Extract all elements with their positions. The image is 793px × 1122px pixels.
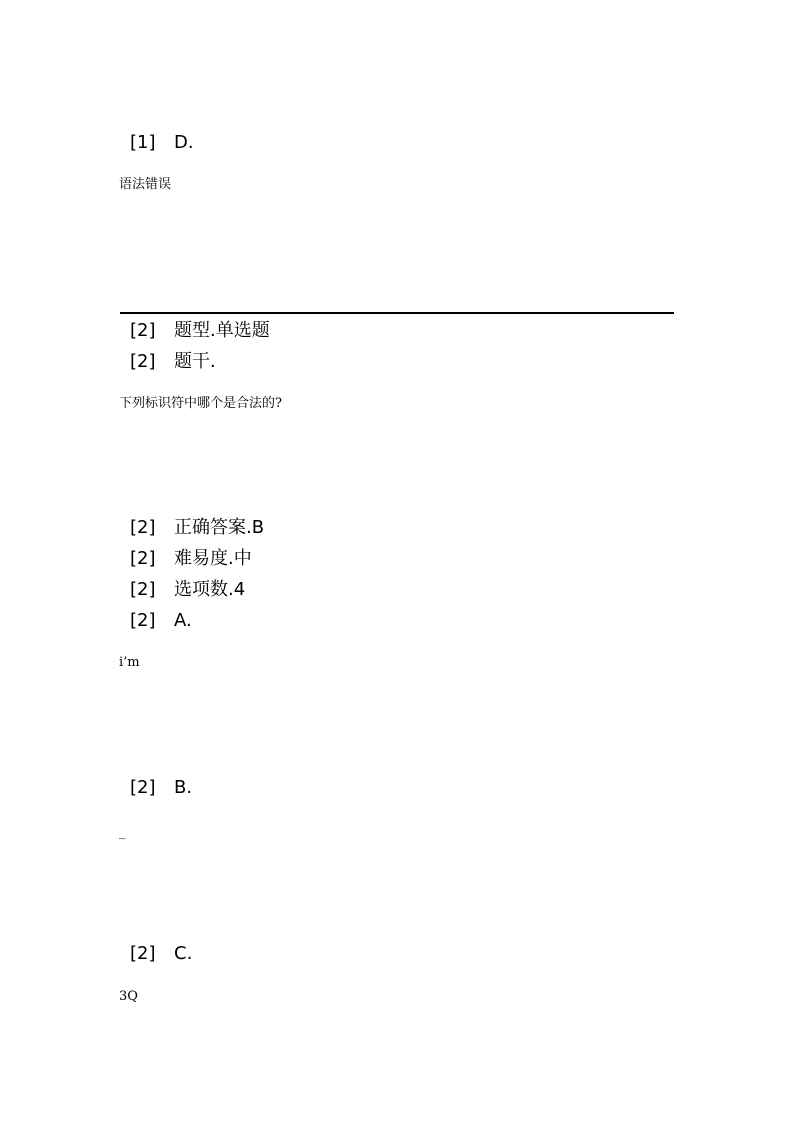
question-separator bbox=[120, 312, 674, 314]
q2-option-count-field bbox=[130, 579, 245, 601]
field-label: A. bbox=[174, 610, 192, 631]
q2-answer-field bbox=[130, 517, 264, 539]
q2-type-field bbox=[130, 320, 270, 342]
field-label: 正确答案.B bbox=[174, 517, 265, 538]
field-label: 题型.单选题 bbox=[174, 320, 270, 341]
field-number: [2] bbox=[130, 351, 156, 372]
field-number: [2] bbox=[130, 943, 156, 964]
field-label: 选项数.4 bbox=[174, 579, 246, 600]
q2-option-c-field bbox=[130, 943, 192, 965]
field-label: B. bbox=[174, 777, 193, 798]
field-number: [2] bbox=[130, 579, 156, 600]
field-number: [2] bbox=[130, 777, 156, 798]
field-number: [2] bbox=[130, 610, 156, 631]
field-number: [1] bbox=[130, 132, 156, 153]
field-label: D. bbox=[174, 132, 194, 153]
field-number: [2] bbox=[130, 548, 156, 569]
q2-difficulty-field bbox=[130, 548, 252, 570]
q2-option-a-text: i’m bbox=[119, 655, 140, 670]
field-label: 难易度.中 bbox=[174, 548, 252, 569]
q1-option-d-text: 语法错误 bbox=[119, 177, 172, 192]
q2-stem-text: 下列标识符中哪个是合法的? bbox=[119, 396, 282, 411]
q2-stem-field bbox=[130, 351, 216, 373]
field-number: [2] bbox=[130, 320, 156, 341]
q2-option-c-text: 3Q bbox=[119, 989, 138, 1004]
field-number: [2] bbox=[130, 517, 156, 538]
field-label: 题干. bbox=[174, 351, 216, 372]
q2-option-a-field bbox=[130, 610, 192, 632]
q2-option-b-field bbox=[130, 777, 192, 799]
q2-option-b-text: _ bbox=[119, 825, 126, 840]
field-label: C. bbox=[174, 943, 193, 964]
q1-option-d-field bbox=[130, 132, 194, 154]
